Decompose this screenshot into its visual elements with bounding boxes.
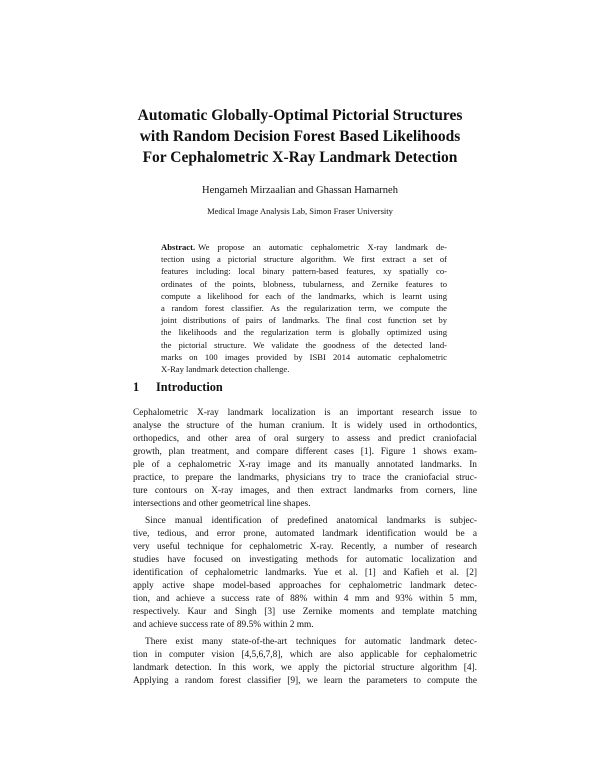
body-line: studies have focused on investigating methods for automatic localization and: [133, 555, 477, 565]
body-line: respectively. Kaur and Singh [3] use Zernike moments and template matching: [133, 607, 477, 617]
body-line: Since manual identification of predefined anatomical landmarks is subjec-: [145, 516, 477, 526]
title-line: with Random Decision Forest Based Likelihoods: [139, 128, 461, 145]
section-heading: [133, 380, 223, 395]
body-line: tive, tedious, and error prone, automated landmark identification would be a: [133, 529, 477, 539]
abstract: [161, 241, 447, 375]
section-number: 1: [133, 380, 140, 394]
body-line: ture contours on X-ray images, and then extract landmarks from corners, line: [133, 486, 477, 496]
abstract-line: the likelihoods and the regularization term is globally optimized using: [161, 327, 447, 338]
body-text: [133, 407, 477, 688]
paper-title: [60, 105, 540, 168]
abstract-label: Abstract.: [161, 242, 196, 252]
body-line: orthopedics, and other area of oral surgery to assess and predict craniofacial: [133, 434, 477, 444]
abstract-line: joint distributions of pairs of landmarks. The final cost function set by: [161, 315, 447, 326]
body-line: very useful technique for cephalometric X-ray. Recently, a number of research: [133, 542, 477, 552]
abstract-line: tection using a pictorial structure algorithm. We first extract a set of: [161, 254, 447, 265]
abstract-text: We propose an automatic cephalometric X-ray landmark de-: [198, 242, 447, 252]
body-line: Applying a random forest classifier [9], we learn the parameters to compute the: [133, 676, 477, 686]
body-line: ple of a cephalometric X-ray image and its manually annotated landmarks. In: [133, 460, 477, 470]
body-line: practice, to prepare the landmarks, physicians try to trace the craniofacial struc-: [133, 473, 477, 483]
abstract-line: X-Ray landmark detection challenge.: [161, 363, 290, 374]
body-line: Cephalometric X-ray landmark localization is an important research issue to: [133, 408, 477, 418]
abstract-line: compute a likelihood for each of the landmarks, which is learnt using: [161, 290, 447, 301]
abstract-line: ordinates of the points, blobness, tubularness, and Zernike features to: [161, 278, 447, 289]
abstract-line: the pictorial structure. We validate the goodness of the detected land-: [161, 339, 447, 350]
affiliation: Medical Image Analysis Lab, Simon Fraser University: [207, 206, 393, 216]
abstract-line: marks on 100 images provided by ISBI 2014 automatic cephalometric: [161, 351, 447, 362]
body-line: identification of cephalometric landmarks. Yue et al. [1] and Kafieh et al. [2]: [133, 568, 477, 578]
abstract-line: a random forest classifier. As the regularization term, we compute the: [161, 302, 447, 313]
body-line: tion, and achieve a success rate of 88% within 4 mm and 93% within 5 mm,: [133, 594, 477, 604]
abstract-line: features including: local binary pattern-based features, xy spatially co-: [161, 266, 447, 277]
body-line: apply active shape model-based approaches for cephalometric landmark detec-: [133, 581, 477, 591]
body-line: intersections and other geometrical line shapes.: [133, 499, 311, 509]
title-line: Automatic Globally-Optimal Pictorial Structures: [137, 107, 463, 124]
authors: Hengameh Mirzaalian and Ghassan Hamarneh: [202, 185, 398, 196]
abstract-line: [161, 241, 447, 253]
body-line: growth, plan treatment, and compare different cases [1]. Figure 1 shows exam-: [133, 447, 477, 457]
section-title: Introduction: [156, 380, 223, 394]
body-line: landmark detection. In this work, we apply the pictorial structure algorithm [4].: [133, 663, 477, 673]
body-line: and achieve success rate of 89.5% within 2 mm.: [133, 620, 314, 630]
title-line: For Cephalometric X-Ray Landmark Detection: [142, 149, 458, 166]
body-line: analyse the structure of the human cranium. It is widely used in orthodontics,: [133, 421, 477, 431]
body-line: tion in computer vision [4,5,6,7,8], which are also applicable for cephalometric: [133, 650, 477, 660]
body-line: There exist many state-of-the-art techniques for automatic landmark detec-: [145, 637, 477, 647]
